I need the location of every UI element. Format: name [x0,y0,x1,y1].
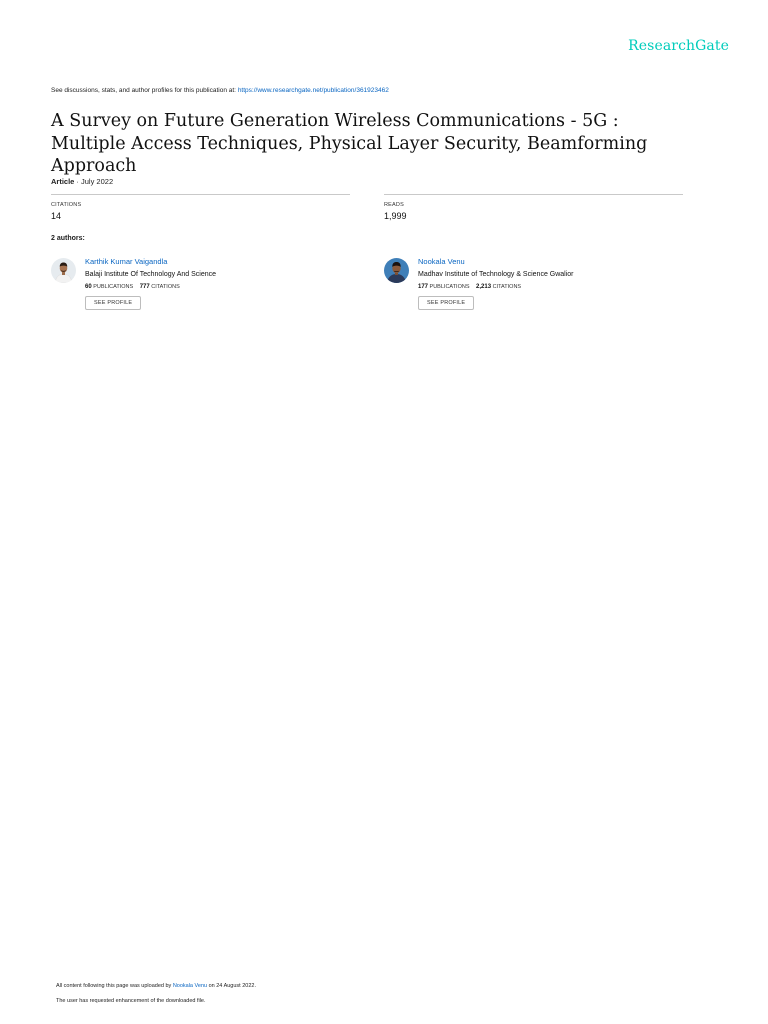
uploader-link[interactable]: Nookala Venu [172,983,208,989]
publication-title: A Survey on Future Generation Wireless Communications - 5G : Multiple Access Techniques, Physical Layer Security, Beamforming Approach [51,111,648,176]
citations-stat [51,194,350,221]
reads-value: 1,999 [384,211,407,221]
publications-label: PUBLICATIONS [93,284,134,290]
author-photo-icon [51,258,76,283]
reads-label: READS [384,202,404,208]
author-institution: Madhav Institute of Technology & Science Gwalior [418,271,574,278]
citations-label: CITATIONS [51,202,82,208]
enhancement-notice: The user has requested enhancement of the downloaded file. [56,998,206,1004]
avatar[interactable] [51,258,76,283]
see-profile-button[interactable]: SEE PROFILE [85,296,141,310]
citations-label: CITATIONS [492,284,522,290]
upload-notice [56,983,256,989]
publication-date: July 2022 [81,177,114,186]
authors-heading: 2 authors: [51,235,85,242]
author-name[interactable]: Karthik Kumar Vaigandla [85,257,168,266]
publications-label: PUBLICATIONS [429,284,470,290]
date-separator: · [74,177,82,186]
publication-link[interactable]: https://www.researchgate.net/publication/361923462 [237,87,389,94]
author-name[interactable]: Nookala Venu [418,257,465,266]
author-stats [418,283,678,291]
author-stats [85,283,345,291]
reads-stat [384,194,683,221]
see-profile-button[interactable]: SEE PROFILE [418,296,474,310]
upload-prefix: All content following this page was uploaded by [56,983,172,989]
publications-count: 60 [85,284,92,290]
author-photo-icon [384,258,409,283]
citations-value: 14 [51,211,62,221]
citations-label: CITATIONS [151,284,180,290]
author-institution: Balaji Institute Of Technology And Science [85,271,217,278]
article-meta [51,177,113,186]
author-info [85,257,345,310]
researchgate-logo[interactable]: ResearchGate [628,38,729,54]
discussion-text: See discussions, stats, and author profiles for this publication at: [51,87,236,94]
citations-count: 2,213 [476,284,492,290]
avatar[interactable] [384,258,409,283]
author-info [418,257,678,310]
citations-count: 777 [139,284,150,290]
upload-suffix: on 24 August 2022. [208,983,256,989]
article-type: Article [51,177,75,186]
discussion-line [51,87,389,94]
publications-count: 177 [418,284,429,290]
